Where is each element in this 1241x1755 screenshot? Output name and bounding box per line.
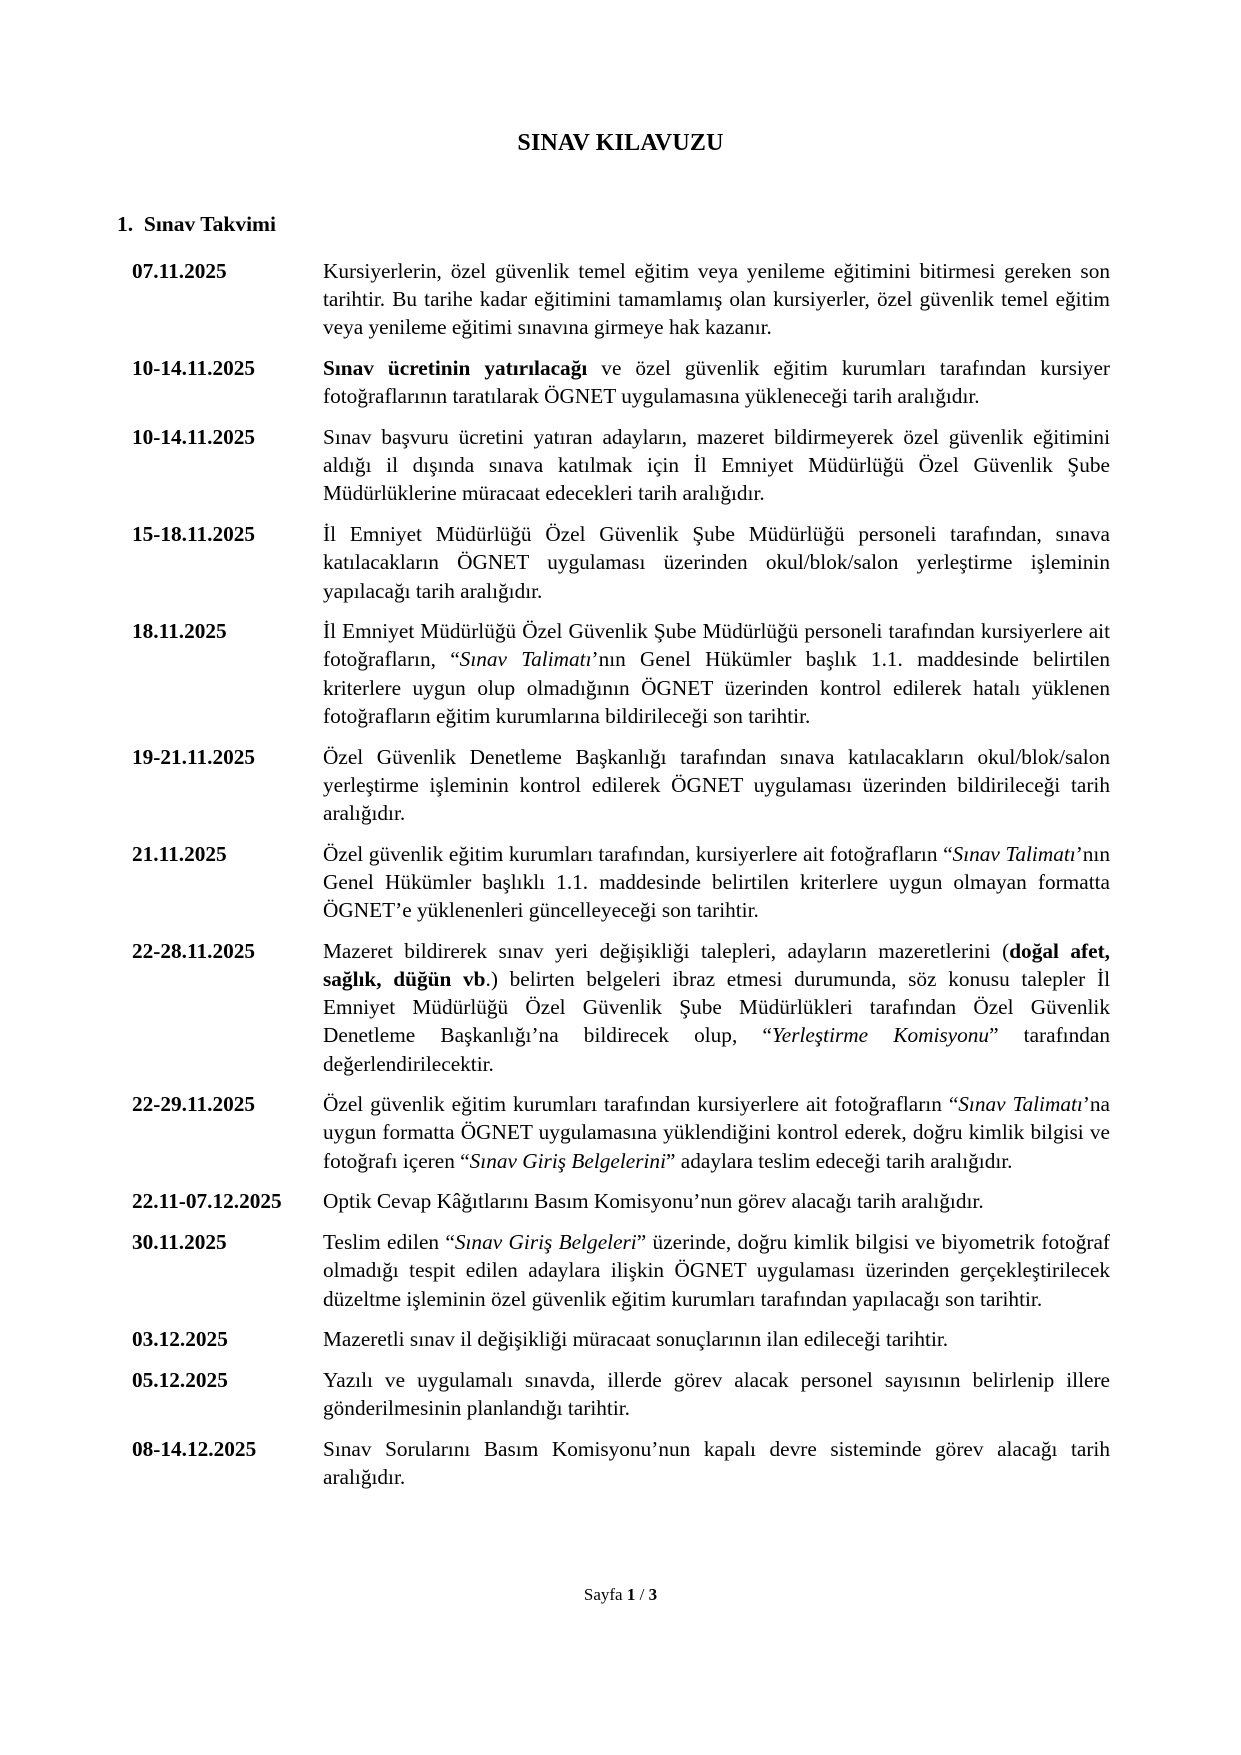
text-run: Mazeret bildirerek sınav yeri değişikliği talepleri, adayların mazeretlerini ( xyxy=(323,938,1010,963)
schedule-list xyxy=(117,257,1110,1504)
entry-date: 21.11.2025 xyxy=(132,841,227,866)
text-run: Optik Cevap Kâğıtlarını Basım Komisyonu’nun görev alacağı tarih aralığıdır. xyxy=(323,1189,984,1214)
entry-description xyxy=(323,1366,1110,1422)
emphasis-italic: Sınav Talimatı xyxy=(952,841,1076,866)
page-current: 1 xyxy=(626,1585,636,1604)
entry-date: 22.11-07.12.2025 xyxy=(132,1189,282,1214)
schedule-entry xyxy=(117,617,1110,730)
page-total: 3 xyxy=(648,1585,658,1604)
schedule-entry xyxy=(117,1228,1110,1313)
entry-date: 05.12.2025 xyxy=(132,1367,228,1392)
entry-description xyxy=(323,1435,1110,1491)
emphasis-bold: doğal afet, sağlık, düğün vb xyxy=(323,938,1111,991)
text-run: ” tarafından değerlendirilecektir. xyxy=(323,1023,1110,1076)
entry-date: 15-18.11.2025 xyxy=(132,522,256,547)
schedule-entry xyxy=(117,1090,1110,1175)
text-run: Özel Güvenlik Denetleme Başkanlığı tarafından sınava katılacakların okul/blok/salon yerleştirme işleminin kontrol edilerek ÖGNET uygulaması üzerinden bildirileceği tarih aralığıdır. xyxy=(323,744,1110,825)
emphasis-italic: Sınav Giriş Belgeleri xyxy=(454,1230,637,1255)
entry-description xyxy=(323,1090,1110,1175)
entry-description xyxy=(323,1187,1110,1215)
schedule-entry xyxy=(117,1325,1110,1353)
page-label: Sayfa xyxy=(583,1585,623,1604)
entry-description xyxy=(323,354,1110,410)
text-run: Yazılı ve uygulamalı sınavda, illerde görev alacak personel sayısının belirlenip illere gönderilmesinin planlandığı tarihtir. xyxy=(323,1367,1110,1421)
entry-description xyxy=(323,1325,1110,1353)
schedule-entry xyxy=(117,520,1110,605)
text-run: ve özel güvenlik eğitim kurumları tarafından kursiyer fotoğraflarının taratılarak ÖGNET uygulamasına yükleneceği tarih aralığıdır. xyxy=(323,356,1110,409)
entry-description xyxy=(323,937,1110,1078)
text-run: Sınav başvuru ücretini yatıran adayların, mazeret bildirmeyerek özel güvenlik eğitimini aldığı il dışında sınava katılmak için İl Emniyet Müdürlüğü Özel Güvenlik Şube Müdürlüklerine müracaat edecekleri tarih aralığıdır. xyxy=(323,425,1110,506)
schedule-entry xyxy=(117,743,1110,828)
section-number: 1. xyxy=(117,212,134,236)
entry-date: 03.12.2025 xyxy=(132,1327,228,1352)
emphasis-italic: Yerleştirme Komisyonu xyxy=(771,1023,990,1048)
text-run: ’nın Genel Hükümler başlık 1.1. maddesinde belirtilen kriterlere uygun olup olmadığının ÖGNET üzerinden kontrol edilerek hatalı yüklenen fotoğrafların eğitim kurumlarına bildirileceği son tarihtir. xyxy=(323,647,1110,728)
schedule-entry xyxy=(117,937,1110,1078)
emphasis-italic: Sınav Talimatı xyxy=(459,647,592,672)
entry-date: 22-29.11.2025 xyxy=(132,1092,256,1117)
text-run: ’na uygun formatta ÖGNET uygulamasına yüklendiğini kontrol ederek, doğru kimlik bilgisi ve fotoğrafı içeren “ xyxy=(323,1092,1111,1173)
text-run: Sınav Sorularını Basım Komisyonu’nun kapalı devre sisteminde görev alacağı tarih aralığıdır. xyxy=(323,1436,1110,1490)
entry-date: 30.11.2025 xyxy=(132,1230,227,1255)
text-run: Özel güvenlik eğitim kurumları tarafından, kursiyerlere ait fotoğrafların “ xyxy=(323,841,953,866)
entry-description xyxy=(323,257,1110,342)
page-separator: / xyxy=(635,1585,649,1604)
text-run: ” adaylara teslim edeceği tarih aralığıdır. xyxy=(666,1148,1013,1173)
entry-date: 07.11.2025 xyxy=(132,259,227,283)
schedule-entry xyxy=(117,1366,1110,1422)
entry-description xyxy=(323,423,1110,508)
text-run: ” üzerinde, doğru kimlik bilgisi ve biyometrik fotoğraf olmadığı tespit edilen adaylara ilişkin ÖGNET uygulaması üzerinden gerçekleştirilecek düzeltme işleminin özel güvenlik eğitim kurumları tarafından yapılacağı son tarihtir. xyxy=(323,1230,1110,1311)
entry-date: 10-14.11.2025 xyxy=(132,356,256,381)
text-run: .) belirten belgeleri ibraz etmesi durumunda, söz konusu talepler İl Emniyet Müdürlüğü Özel Güvenlik Şube Müdürlükleri tarafından Özel Güvenlik Denetleme Başkanlığı’na bildirecek olup, “ xyxy=(323,966,1110,1048)
text-run: Teslim edilen “ xyxy=(323,1230,455,1255)
emphasis-italic: Sınav Giriş Belgelerini xyxy=(469,1148,666,1173)
entry-description xyxy=(323,1228,1110,1313)
entry-date: 22-28.11.2025 xyxy=(132,938,256,963)
schedule-entry xyxy=(117,840,1110,925)
entry-date: 10-14.11.2025 xyxy=(132,425,256,450)
schedule-entry xyxy=(117,1435,1110,1491)
entry-date: 18.11.2025 xyxy=(132,619,227,644)
entry-description xyxy=(323,617,1110,730)
text-run: İl Emniyet Müdürlüğü Özel Güvenlik Şube Müdürlüğü personeli tarafından kursiyerlere ait fotoğrafların, “ xyxy=(323,619,1110,672)
text-run: Mazeretli sınav il değişikliği müracaat sonuçlarının ilan edileceği tarihtir. xyxy=(323,1327,949,1352)
schedule-entry xyxy=(117,423,1110,508)
schedule-entry xyxy=(117,354,1110,410)
entry-date: 08-14.12.2025 xyxy=(132,1436,257,1461)
text-run: Özel güvenlik eğitim kurumları tarafından kursiyerlere ait fotoğrafların “ xyxy=(323,1092,959,1117)
emphasis-italic: Sınav Talimatı xyxy=(958,1092,1083,1117)
entry-description xyxy=(323,840,1110,925)
schedule-entry xyxy=(117,1187,1110,1215)
text-run: İl Emniyet Müdürlüğü Özel Güvenlik Şube Müdürlüğü personeli tarafından, sınava katılacakların ÖGNET uygulaması üzerinden okul/blok/salon yerleştirme işleminin yapılacağı tarih aralığıdır. xyxy=(323,522,1110,603)
section-heading xyxy=(117,212,276,237)
entry-date: 19-21.11.2025 xyxy=(132,744,256,769)
schedule-entry xyxy=(117,257,1110,342)
text-run: ’nın Genel Hükümler başlıklı 1.1. maddesinde belirtilen kriterlere uygun olmayan formatta ÖGNET’e yüklenenleri güncelleyeceği son tarihtir. xyxy=(323,841,1110,923)
section-title: Sınav Takvimi xyxy=(143,212,276,236)
entry-description xyxy=(323,520,1110,605)
page-footer xyxy=(0,1585,1241,1605)
text-run: Kursiyerlerin, özel güvenlik temel eğitim veya yenileme eğitimini bitirmesi gereken son tarihtir. Bu tarihe kadar eğitimini tamamlamış olan kursiyerler, özel güvenlik temel eğitim veya yenileme eğitimi sınavına girmeye hak kazanır. xyxy=(323,259,1110,340)
document-title: SINAV KILAVUZU xyxy=(517,130,724,156)
entry-description xyxy=(323,743,1110,828)
emphasis-bold: Sınav ücretinin yatırılacağı xyxy=(323,356,588,381)
